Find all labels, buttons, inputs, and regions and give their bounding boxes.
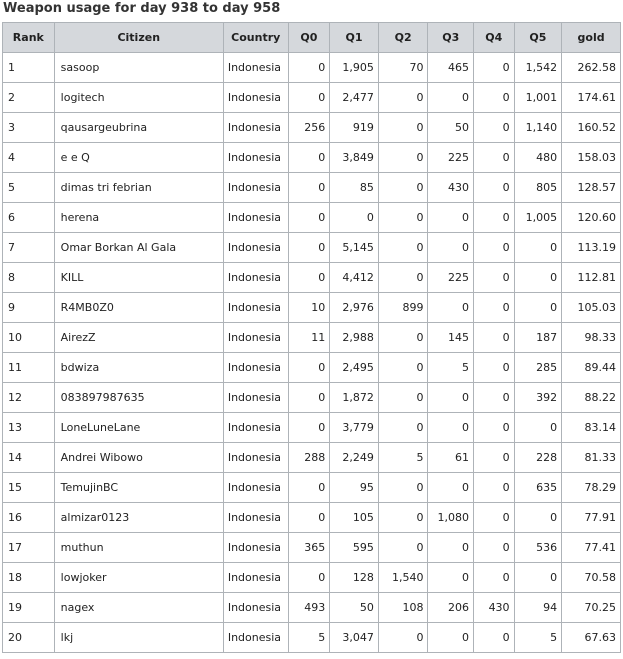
column-header-rank[interactable]: Rank — [3, 23, 55, 53]
cell-q2: 0 — [378, 353, 428, 383]
cell-rank: 1 — [3, 53, 55, 83]
cell-citizen[interactable]: Omar Borkan Al Gala — [54, 233, 223, 263]
cell-q0: 0 — [288, 53, 330, 83]
column-header-gold[interactable]: gold — [562, 23, 621, 53]
cell-citizen[interactable]: lkj — [54, 623, 223, 653]
cell-q5: 1,140 — [514, 113, 562, 143]
cell-country: Indonesia — [223, 383, 288, 413]
cell-q1: 2,976 — [330, 293, 379, 323]
cell-q3: 465 — [428, 53, 474, 83]
cell-country: Indonesia — [223, 593, 288, 623]
cell-gold: 105.03 — [562, 293, 621, 323]
cell-citizen[interactable]: TemujinBC — [54, 473, 223, 503]
cell-citizen[interactable]: dimas tri febrian — [54, 173, 223, 203]
cell-citizen[interactable]: almizar0123 — [54, 503, 223, 533]
cell-gold: 98.33 — [562, 323, 621, 353]
cell-rank: 17 — [3, 533, 55, 563]
cell-q2: 1,540 — [378, 563, 428, 593]
cell-rank: 19 — [3, 593, 55, 623]
cell-gold: 78.29 — [562, 473, 621, 503]
table-row — [3, 503, 621, 533]
cell-q4: 0 — [474, 143, 515, 173]
cell-q0: 0 — [288, 383, 330, 413]
cell-q3: 0 — [428, 293, 474, 323]
cell-q5: 0 — [514, 563, 562, 593]
cell-gold: 77.41 — [562, 533, 621, 563]
cell-q4: 0 — [474, 353, 515, 383]
column-header-q3[interactable]: Q3 — [428, 23, 474, 53]
cell-q5: 187 — [514, 323, 562, 353]
table-row — [3, 143, 621, 173]
cell-q3: 50 — [428, 113, 474, 143]
cell-country: Indonesia — [223, 83, 288, 113]
column-header-country[interactable]: Country — [223, 23, 288, 53]
cell-rank: 2 — [3, 83, 55, 113]
cell-q5: 228 — [514, 443, 562, 473]
cell-q2: 0 — [378, 383, 428, 413]
cell-q1: 1,905 — [330, 53, 379, 83]
table-row — [3, 293, 621, 323]
cell-q1: 50 — [330, 593, 379, 623]
cell-rank: 7 — [3, 233, 55, 263]
cell-q4: 0 — [474, 473, 515, 503]
cell-country: Indonesia — [223, 323, 288, 353]
cell-q5: 805 — [514, 173, 562, 203]
cell-q1: 2,988 — [330, 323, 379, 353]
cell-citizen[interactable]: muthun — [54, 533, 223, 563]
cell-q3: 0 — [428, 473, 474, 503]
cell-q3: 145 — [428, 323, 474, 353]
cell-gold: 158.03 — [562, 143, 621, 173]
cell-q1: 85 — [330, 173, 379, 203]
cell-gold: 160.52 — [562, 113, 621, 143]
cell-q0: 0 — [288, 203, 330, 233]
cell-rank: 20 — [3, 623, 55, 653]
cell-q1: 919 — [330, 113, 379, 143]
cell-citizen[interactable]: AirezZ — [54, 323, 223, 353]
cell-q3: 0 — [428, 233, 474, 263]
cell-q4: 0 — [474, 263, 515, 293]
cell-rank: 6 — [3, 203, 55, 233]
cell-q2: 0 — [378, 623, 428, 653]
cell-q3: 1,080 — [428, 503, 474, 533]
cell-rank: 4 — [3, 143, 55, 173]
cell-q5: 480 — [514, 143, 562, 173]
table-row — [3, 323, 621, 353]
cell-q0: 10 — [288, 293, 330, 323]
cell-q3: 61 — [428, 443, 474, 473]
cell-rank: 8 — [3, 263, 55, 293]
cell-rank: 5 — [3, 173, 55, 203]
cell-citizen[interactable]: R4MB0Z0 — [54, 293, 223, 323]
cell-gold: 89.44 — [562, 353, 621, 383]
cell-country: Indonesia — [223, 563, 288, 593]
cell-q1: 2,249 — [330, 443, 379, 473]
cell-rank: 9 — [3, 293, 55, 323]
cell-q3: 0 — [428, 563, 474, 593]
cell-q1: 95 — [330, 473, 379, 503]
cell-q1: 0 — [330, 203, 379, 233]
table-row — [3, 563, 621, 593]
cell-q2: 899 — [378, 293, 428, 323]
cell-country: Indonesia — [223, 533, 288, 563]
cell-q5: 392 — [514, 383, 562, 413]
cell-citizen[interactable]: e e Q — [54, 143, 223, 173]
cell-q4: 0 — [474, 113, 515, 143]
cell-citizen[interactable]: Andrei Wibowo — [54, 443, 223, 473]
cell-q4: 0 — [474, 623, 515, 653]
cell-citizen[interactable]: bdwiza — [54, 353, 223, 383]
cell-q2: 0 — [378, 533, 428, 563]
table-row — [3, 233, 621, 263]
cell-q0: 5 — [288, 623, 330, 653]
cell-q2: 0 — [378, 323, 428, 353]
cell-q0: 0 — [288, 503, 330, 533]
cell-country: Indonesia — [223, 173, 288, 203]
cell-gold: 120.60 — [562, 203, 621, 233]
cell-q1: 3,779 — [330, 413, 379, 443]
cell-q0: 0 — [288, 173, 330, 203]
cell-gold: 88.22 — [562, 383, 621, 413]
cell-rank: 14 — [3, 443, 55, 473]
cell-q4: 0 — [474, 383, 515, 413]
cell-q2: 0 — [378, 503, 428, 533]
table-row — [3, 83, 621, 113]
cell-gold: 113.19 — [562, 233, 621, 263]
cell-q0: 0 — [288, 233, 330, 263]
cell-gold: 67.63 — [562, 623, 621, 653]
cell-q2: 0 — [378, 113, 428, 143]
cell-q4: 0 — [474, 443, 515, 473]
cell-gold: 128.57 — [562, 173, 621, 203]
cell-gold: 112.81 — [562, 263, 621, 293]
cell-q1: 5,145 — [330, 233, 379, 263]
cell-q2: 5 — [378, 443, 428, 473]
cell-q0: 288 — [288, 443, 330, 473]
cell-q5: 285 — [514, 353, 562, 383]
cell-q1: 2,477 — [330, 83, 379, 113]
cell-q2: 0 — [378, 473, 428, 503]
table-row — [3, 53, 621, 83]
cell-q0: 0 — [288, 563, 330, 593]
cell-q5: 1,005 — [514, 203, 562, 233]
cell-q5: 635 — [514, 473, 562, 503]
cell-q4: 0 — [474, 53, 515, 83]
cell-q0: 256 — [288, 113, 330, 143]
cell-country: Indonesia — [223, 443, 288, 473]
cell-q5: 0 — [514, 503, 562, 533]
cell-q4: 0 — [474, 233, 515, 263]
cell-q4: 0 — [474, 173, 515, 203]
cell-q3: 5 — [428, 353, 474, 383]
cell-q5: 0 — [514, 263, 562, 293]
table-row — [3, 203, 621, 233]
cell-q3: 430 — [428, 173, 474, 203]
cell-citizen[interactable]: logitech — [54, 83, 223, 113]
column-header-q0[interactable]: Q0 — [288, 23, 330, 53]
weapon-usage-table — [2, 22, 621, 653]
cell-q1: 3,849 — [330, 143, 379, 173]
cell-q5: 1,542 — [514, 53, 562, 83]
cell-q1: 2,495 — [330, 353, 379, 383]
table-row — [3, 443, 621, 473]
table-row — [3, 113, 621, 143]
cell-q4: 0 — [474, 203, 515, 233]
table-row — [3, 593, 621, 623]
cell-q5: 536 — [514, 533, 562, 563]
column-header-q1[interactable]: Q1 — [330, 23, 379, 53]
cell-q4: 0 — [474, 503, 515, 533]
cell-country: Indonesia — [223, 113, 288, 143]
table-row — [3, 353, 621, 383]
cell-q3: 225 — [428, 263, 474, 293]
cell-citizen[interactable]: LoneLuneLane — [54, 413, 223, 443]
cell-q4: 0 — [474, 323, 515, 353]
cell-q5: 94 — [514, 593, 562, 623]
cell-citizen[interactable]: sasoop — [54, 53, 223, 83]
table-row — [3, 623, 621, 653]
cell-q3: 0 — [428, 383, 474, 413]
table-row — [3, 263, 621, 293]
column-header-citizen[interactable]: Citizen — [54, 23, 223, 53]
cell-q4: 0 — [474, 293, 515, 323]
cell-citizen[interactable]: qausargeubrina — [54, 113, 223, 143]
cell-q5: 0 — [514, 233, 562, 263]
cell-q2: 0 — [378, 203, 428, 233]
cell-q0: 0 — [288, 473, 330, 503]
cell-q5: 0 — [514, 413, 562, 443]
cell-rank: 15 — [3, 473, 55, 503]
cell-q4: 0 — [474, 83, 515, 113]
cell-country: Indonesia — [223, 353, 288, 383]
cell-rank: 10 — [3, 323, 55, 353]
cell-gold: 83.14 — [562, 413, 621, 443]
cell-country: Indonesia — [223, 473, 288, 503]
cell-rank: 11 — [3, 353, 55, 383]
cell-q0: 0 — [288, 413, 330, 443]
table-row — [3, 473, 621, 503]
column-header-q5[interactable]: Q5 — [514, 23, 562, 53]
cell-rank: 16 — [3, 503, 55, 533]
table-row — [3, 413, 621, 443]
cell-rank: 13 — [3, 413, 55, 443]
cell-q2: 0 — [378, 263, 428, 293]
cell-country: Indonesia — [223, 503, 288, 533]
cell-q2: 0 — [378, 173, 428, 203]
cell-gold: 262.58 — [562, 53, 621, 83]
cell-gold: 81.33 — [562, 443, 621, 473]
cell-q2: 70 — [378, 53, 428, 83]
cell-country: Indonesia — [223, 623, 288, 653]
cell-q4: 0 — [474, 533, 515, 563]
cell-q4: 0 — [474, 413, 515, 443]
cell-q3: 0 — [428, 83, 474, 113]
cell-q2: 0 — [378, 83, 428, 113]
cell-country: Indonesia — [223, 143, 288, 173]
cell-q2: 108 — [378, 593, 428, 623]
cell-q0: 0 — [288, 143, 330, 173]
cell-rank: 3 — [3, 113, 55, 143]
cell-rank: 18 — [3, 563, 55, 593]
cell-gold: 70.58 — [562, 563, 621, 593]
table-row — [3, 383, 621, 413]
cell-rank: 12 — [3, 383, 55, 413]
cell-q1: 1,872 — [330, 383, 379, 413]
cell-q1: 4,412 — [330, 263, 379, 293]
cell-q3: 0 — [428, 413, 474, 443]
cell-q0: 0 — [288, 83, 330, 113]
cell-q5: 1,001 — [514, 83, 562, 113]
cell-country: Indonesia — [223, 203, 288, 233]
cell-country: Indonesia — [223, 293, 288, 323]
page-title: Weapon usage for day 938 to day 958 — [3, 1, 281, 16]
cell-country: Indonesia — [223, 233, 288, 263]
cell-citizen[interactable]: KILL — [54, 263, 223, 293]
cell-citizen[interactable]: herena — [54, 203, 223, 233]
cell-q1: 128 — [330, 563, 379, 593]
cell-q3: 225 — [428, 143, 474, 173]
cell-citizen[interactable]: 083897987635 — [54, 383, 223, 413]
cell-q0: 493 — [288, 593, 330, 623]
cell-citizen[interactable]: lowjoker — [54, 563, 223, 593]
cell-gold: 70.25 — [562, 593, 621, 623]
cell-gold: 77.91 — [562, 503, 621, 533]
cell-q0: 0 — [288, 263, 330, 293]
cell-q3: 206 — [428, 593, 474, 623]
table-header-row — [3, 23, 621, 53]
cell-q0: 365 — [288, 533, 330, 563]
cell-q5: 0 — [514, 293, 562, 323]
cell-q1: 595 — [330, 533, 379, 563]
cell-country: Indonesia — [223, 413, 288, 443]
cell-q4: 430 — [474, 593, 515, 623]
cell-q3: 0 — [428, 203, 474, 233]
cell-q3: 0 — [428, 533, 474, 563]
cell-q1: 3,047 — [330, 623, 379, 653]
cell-q4: 0 — [474, 563, 515, 593]
cell-q2: 0 — [378, 143, 428, 173]
column-header-q4[interactable]: Q4 — [474, 23, 515, 53]
cell-citizen[interactable]: nagex — [54, 593, 223, 623]
cell-q0: 11 — [288, 323, 330, 353]
cell-q1: 105 — [330, 503, 379, 533]
column-header-q2[interactable]: Q2 — [378, 23, 428, 53]
cell-q5: 5 — [514, 623, 562, 653]
table-row — [3, 173, 621, 203]
cell-country: Indonesia — [223, 53, 288, 83]
cell-q3: 0 — [428, 623, 474, 653]
table-row — [3, 533, 621, 563]
cell-q2: 0 — [378, 233, 428, 263]
cell-q2: 0 — [378, 413, 428, 443]
cell-q0: 0 — [288, 353, 330, 383]
cell-gold: 174.61 — [562, 83, 621, 113]
cell-country: Indonesia — [223, 263, 288, 293]
